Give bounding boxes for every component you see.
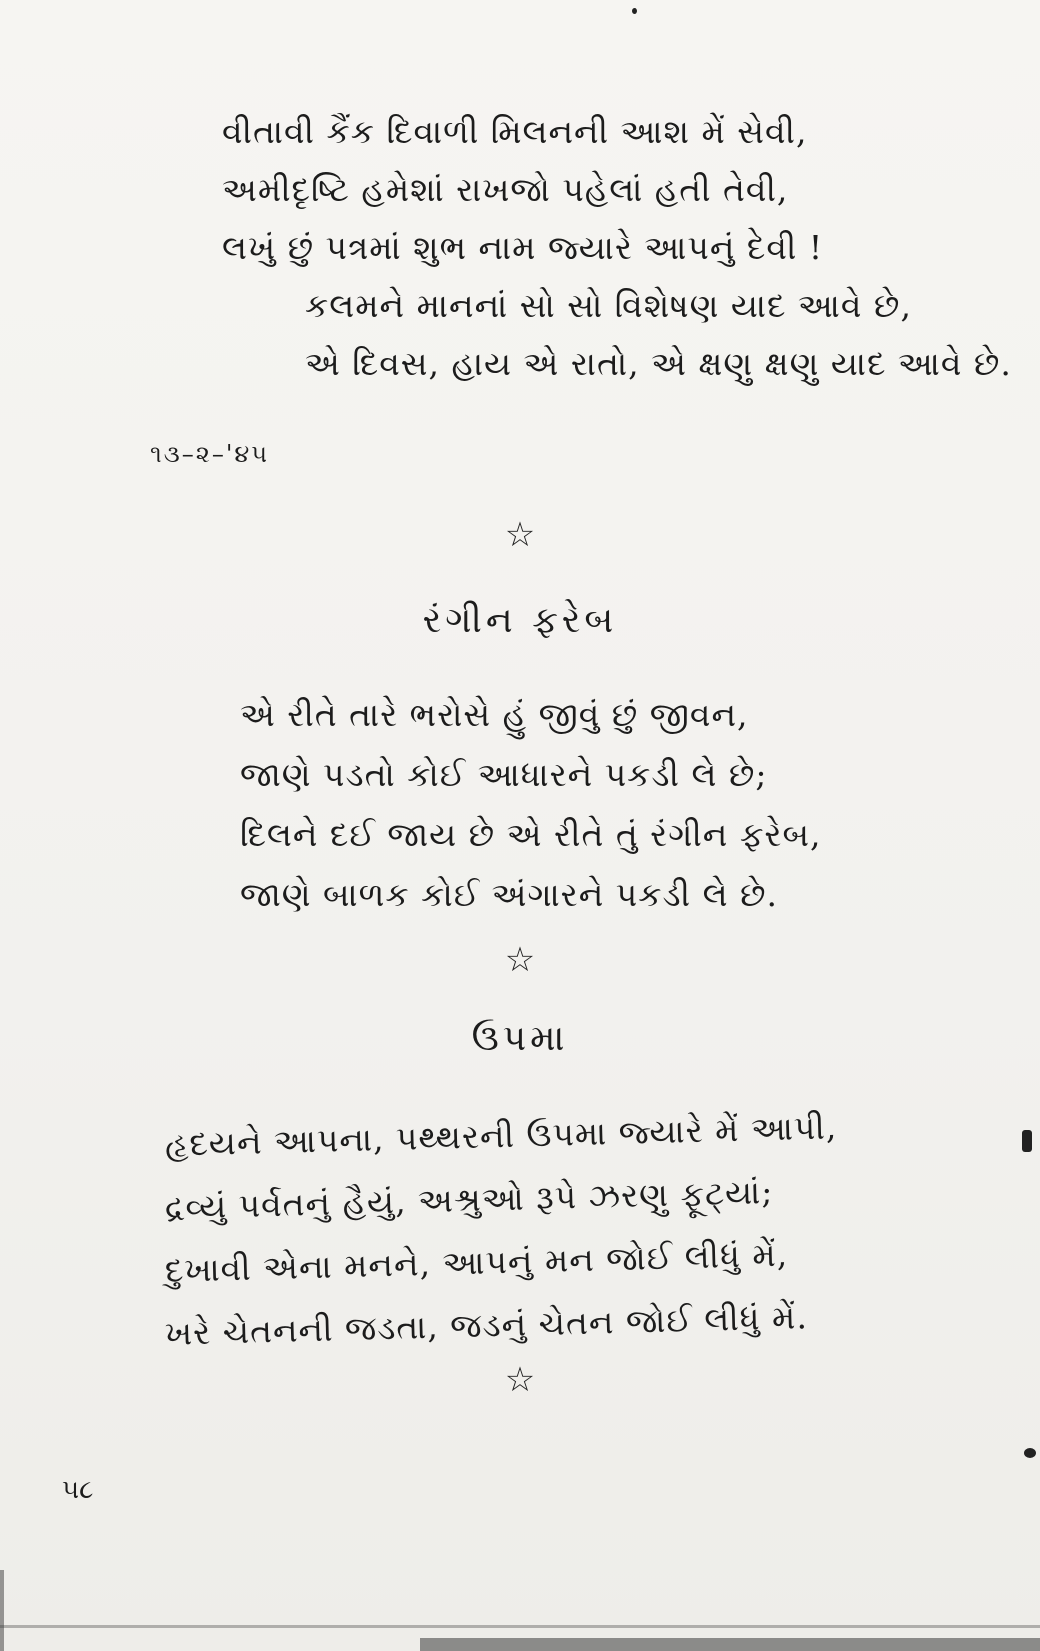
- page-left-edge: [0, 1570, 4, 1651]
- page-number: ૫૮: [62, 1475, 94, 1505]
- scan-speck: [632, 8, 637, 14]
- poem2-title: રંગીન ફરેબ: [422, 600, 618, 641]
- star-icon: ☆: [504, 940, 536, 980]
- poem1-line-1: વીતાવી કૈંક દિવાળી મિલનની આશ મેં સેવી,: [222, 112, 808, 151]
- page-bottom-shadow: [420, 1638, 1040, 1651]
- scan-speck: [1024, 1448, 1036, 1458]
- star-icon: ☆: [504, 1360, 536, 1400]
- poem1-line-5: એ દિવસ, હાય એ રાતો, એ ક્ષણુ ક્ષણુ યાદ આવે છે.: [305, 344, 1012, 383]
- poem2-line-3: દિલને દઈ જાય છે એ રીતે તું રંગીન ફરેબ,: [240, 815, 822, 854]
- poem3-line-3: દુખાવી એના મનને, આપનું મન જોઈ લીધું મેં,: [164, 1234, 789, 1290]
- poem3-line-2: દ્રવ્યું પર્વતનું હૈયું, અશ્રુઓ રૂપે ઝરણુ ફૂટ્યાં;: [164, 1172, 774, 1227]
- poem2-line-1: એ રીતે તારે ભરોસે હું જીવું છું જીવન,: [240, 695, 749, 734]
- poem1-line-4: કલમને માનનાં સો સો વિશેષણ યાદ આવે છે,: [305, 286, 912, 325]
- poem3-line-1: હૃદયને આપના, પથ્થરની ઉપમા જ્યારે મેં આપી,: [164, 1107, 838, 1164]
- star-icon: ☆: [504, 515, 536, 555]
- poem3-line-4: ખરે ચેતનની જડતા, જડનું ચેતન જોઈ લીધું મેં.: [164, 1297, 809, 1353]
- poem2-line-4: જાણે બાળક કોઈ અંગારને પકડી લે છે.: [240, 875, 779, 914]
- page-bottom-edge: [0, 1625, 1040, 1628]
- poem1-line-2: અમીદૃષ્ટિ હમેશાં રાખજો પહેલાં હતી તેવી,: [222, 170, 789, 209]
- poem3-title: ઉપમા: [471, 1018, 569, 1059]
- poem1-line-3: લખું છું પત્રમાં શુભ નામ જ્યારે આપનું દેવી !: [222, 228, 824, 267]
- scan-speck: [1022, 1130, 1032, 1152]
- poem1-date: ૧૩–૨–'૪૫: [150, 440, 270, 468]
- poem2-line-2: જાણે પડતો કોઈ આધારને પકડી લે છે;: [240, 755, 768, 794]
